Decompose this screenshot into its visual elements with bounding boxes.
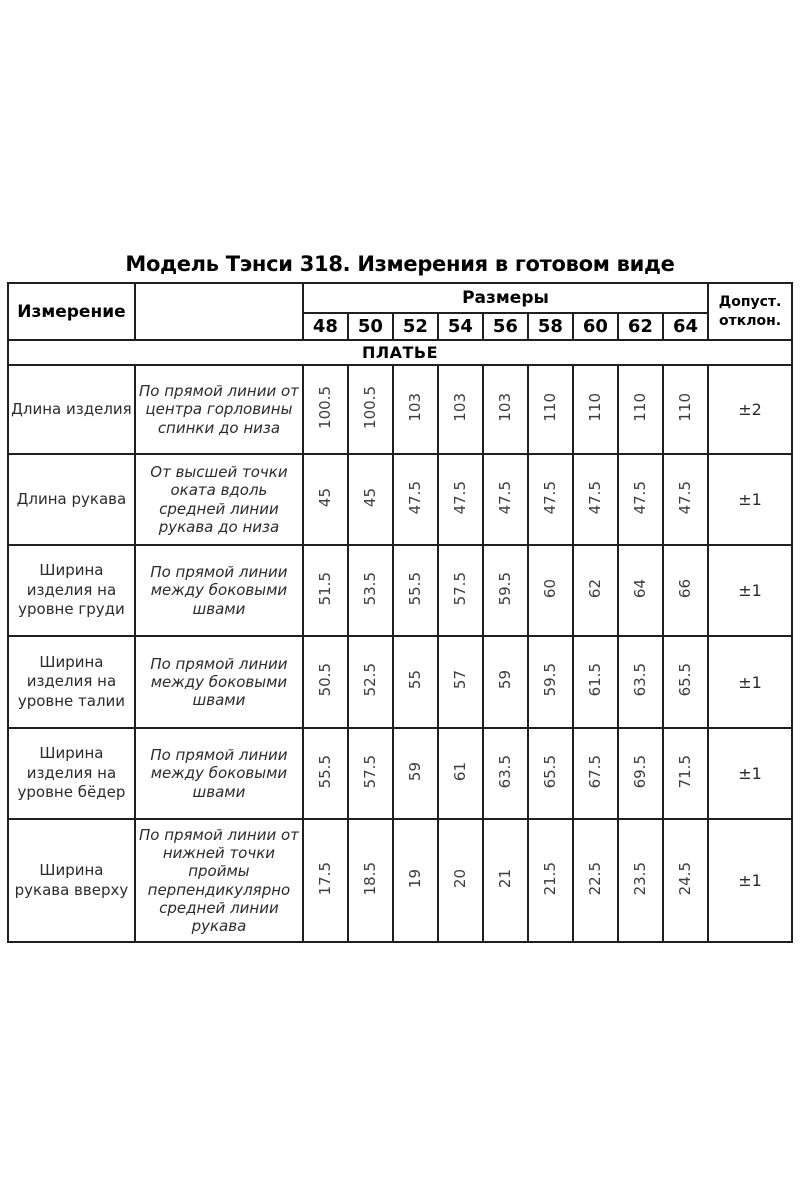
measurement-value: 47.5 [631, 480, 650, 515]
value-cell [528, 545, 573, 636]
value-cell [663, 545, 708, 636]
value-cell [663, 819, 708, 942]
value-cell [348, 819, 393, 942]
measurement-value: 60 [541, 578, 560, 599]
measurement-value: 55 [406, 670, 425, 690]
value-cell [528, 636, 573, 728]
tolerance-label-line1: Допуст. [718, 294, 782, 311]
size-header-60: 60 [573, 313, 618, 340]
measurement-name: Длина изделия [8, 365, 135, 454]
value-cell [303, 365, 348, 454]
measurement-description: По прямой линии от центра горловины спинки до низа [135, 365, 303, 454]
value-cell [303, 545, 348, 636]
tolerance-value: ±1 [708, 545, 792, 636]
table-row [8, 545, 792, 636]
value-cell [663, 636, 708, 728]
table-row [8, 819, 792, 942]
measurement-value: 45 [361, 487, 380, 508]
measurement-value: 64 [631, 578, 650, 599]
measurement-value: 67.5 [586, 754, 605, 789]
column-header-measurement: Измерение [8, 283, 135, 340]
page-title: Модель Тэнси 318. Измерения в готовом виде [125, 252, 675, 276]
measurement-value: 103 [451, 393, 470, 422]
measurement-value: 22.5 [586, 861, 605, 896]
value-cell [663, 728, 708, 819]
value-cell [663, 454, 708, 545]
value-cell [528, 454, 573, 545]
column-header-tolerance [708, 283, 792, 340]
measurement-value: 61.5 [586, 663, 605, 697]
value-cell [573, 728, 618, 819]
measurement-value: 100.5 [361, 386, 380, 429]
measurement-value: 103 [496, 393, 515, 422]
value-cell [393, 545, 438, 636]
measurement-value: 23.5 [631, 861, 650, 896]
value-cell [483, 819, 528, 942]
measurement-value: 47.5 [451, 480, 470, 515]
value-cell [393, 454, 438, 545]
value-cell [303, 636, 348, 728]
measurement-value: 110 [676, 393, 695, 422]
measurement-value: 100.5 [316, 386, 335, 429]
value-cell [573, 636, 618, 728]
measurement-value: 65.5 [676, 663, 695, 697]
measurement-value: 103 [406, 393, 425, 422]
value-cell [618, 819, 663, 942]
measurement-value: 57.5 [361, 754, 380, 789]
size-header-52: 52 [393, 313, 438, 340]
value-cell [393, 728, 438, 819]
value-cell [438, 545, 483, 636]
value-cell [663, 365, 708, 454]
measurement-value: 17.5 [316, 861, 335, 896]
value-cell [528, 365, 573, 454]
measurement-value: 21 [496, 868, 515, 889]
value-cell [618, 545, 663, 636]
tolerance-label-line2: отклон. [718, 312, 782, 329]
section-header-dress: ПЛАТЬЕ [8, 340, 792, 365]
measurement-value: 57 [451, 670, 470, 690]
tolerance-value: ±2 [708, 365, 792, 454]
measurement-name: Длина рукава [8, 454, 135, 545]
measurement-value: 24.5 [676, 861, 695, 896]
measurement-value: 50.5 [316, 663, 335, 697]
measurement-description: По прямой линии между боковыми швами [135, 545, 303, 636]
column-header-description-empty [135, 283, 303, 340]
value-cell [618, 365, 663, 454]
value-cell [573, 819, 618, 942]
measurement-value: 20 [451, 868, 470, 889]
measurement-description: По прямой линии между боковыми швами [135, 728, 303, 819]
size-header-64: 64 [663, 313, 708, 340]
value-cell [483, 636, 528, 728]
value-cell [303, 728, 348, 819]
measurement-value: 63.5 [631, 663, 650, 697]
value-cell [348, 728, 393, 819]
measurement-value: 59.5 [541, 663, 560, 697]
measurement-value: 47.5 [586, 480, 605, 515]
measurement-value: 62 [586, 578, 605, 599]
tolerance-value: ±1 [708, 728, 792, 819]
table-row [8, 636, 792, 728]
measurement-value: 65.5 [541, 754, 560, 789]
value-cell [618, 728, 663, 819]
section-row [8, 340, 792, 365]
value-cell [348, 365, 393, 454]
value-cell [303, 819, 348, 942]
value-cell [618, 636, 663, 728]
size-header-48: 48 [303, 313, 348, 340]
measurement-value: 66 [676, 578, 695, 599]
tolerance-value: ±1 [708, 636, 792, 728]
measurement-value: 47.5 [676, 480, 695, 515]
measurement-value: 59.5 [496, 571, 515, 606]
measurement-value: 19 [406, 868, 425, 889]
measurement-value: 47.5 [496, 480, 515, 515]
value-cell [438, 454, 483, 545]
value-cell [528, 728, 573, 819]
measurement-name: Ширина рукава вверху [8, 819, 135, 942]
table-row [8, 365, 792, 454]
size-header-50: 50 [348, 313, 393, 340]
size-header-58: 58 [528, 313, 573, 340]
value-cell [348, 636, 393, 728]
value-cell [483, 365, 528, 454]
measurement-value: 59 [496, 670, 515, 690]
table-row [8, 454, 792, 545]
value-cell [438, 728, 483, 819]
value-cell [393, 365, 438, 454]
value-cell [438, 636, 483, 728]
measurement-value: 61 [451, 761, 470, 782]
measurement-value: 51.5 [316, 571, 335, 606]
value-cell [528, 819, 573, 942]
measurement-value: 59 [406, 761, 425, 782]
size-header-54: 54 [438, 313, 483, 340]
measurement-name: Ширина изделия на уровне талии [8, 636, 135, 728]
value-cell [303, 454, 348, 545]
measurement-value: 110 [586, 393, 605, 422]
measurement-value: 71.5 [676, 754, 695, 789]
measurement-value: 47.5 [541, 480, 560, 515]
measurement-value: 55.5 [406, 571, 425, 606]
header-row-top [8, 283, 792, 313]
measurement-value: 69.5 [631, 754, 650, 789]
value-cell [483, 545, 528, 636]
value-cell [348, 545, 393, 636]
measurement-value: 110 [541, 393, 560, 422]
measurement-value: 52.5 [361, 663, 380, 697]
measurement-value: 21.5 [541, 861, 560, 896]
value-cell [483, 728, 528, 819]
size-header-56: 56 [483, 313, 528, 340]
value-cell [393, 819, 438, 942]
value-cell [393, 636, 438, 728]
value-cell [573, 545, 618, 636]
measurement-name: Ширина изделия на уровне бёдер [8, 728, 135, 819]
value-cell [618, 454, 663, 545]
measurement-description: По прямой линии между боковыми швами [135, 636, 303, 728]
value-cell [348, 454, 393, 545]
value-cell [438, 819, 483, 942]
measurement-value: 110 [631, 393, 650, 422]
size-header-62: 62 [618, 313, 663, 340]
measurement-description: По прямой линии от нижней точки проймы перпендикулярно средней линии рукава [135, 819, 303, 942]
measurement-description: От высшей точки оката вдоль средней линии рукава до низа [135, 454, 303, 545]
measurement-value: 45 [316, 487, 335, 508]
value-cell [483, 454, 528, 545]
measurement-value: 47.5 [406, 480, 425, 515]
value-cell [573, 454, 618, 545]
tolerance-value: ±1 [708, 819, 792, 942]
tolerance-value: ±1 [708, 454, 792, 545]
value-cell [573, 365, 618, 454]
table-row [8, 728, 792, 819]
measurement-value: 18.5 [361, 861, 380, 896]
measurement-value: 55.5 [316, 754, 335, 789]
measurement-value: 57.5 [451, 571, 470, 606]
measurements-table [7, 282, 793, 943]
measurement-value: 63.5 [496, 754, 515, 789]
column-header-sizes: Размеры [303, 283, 708, 313]
measurement-value: 53.5 [361, 571, 380, 606]
measurement-name: Ширина изделия на уровне груди [8, 545, 135, 636]
value-cell [438, 365, 483, 454]
